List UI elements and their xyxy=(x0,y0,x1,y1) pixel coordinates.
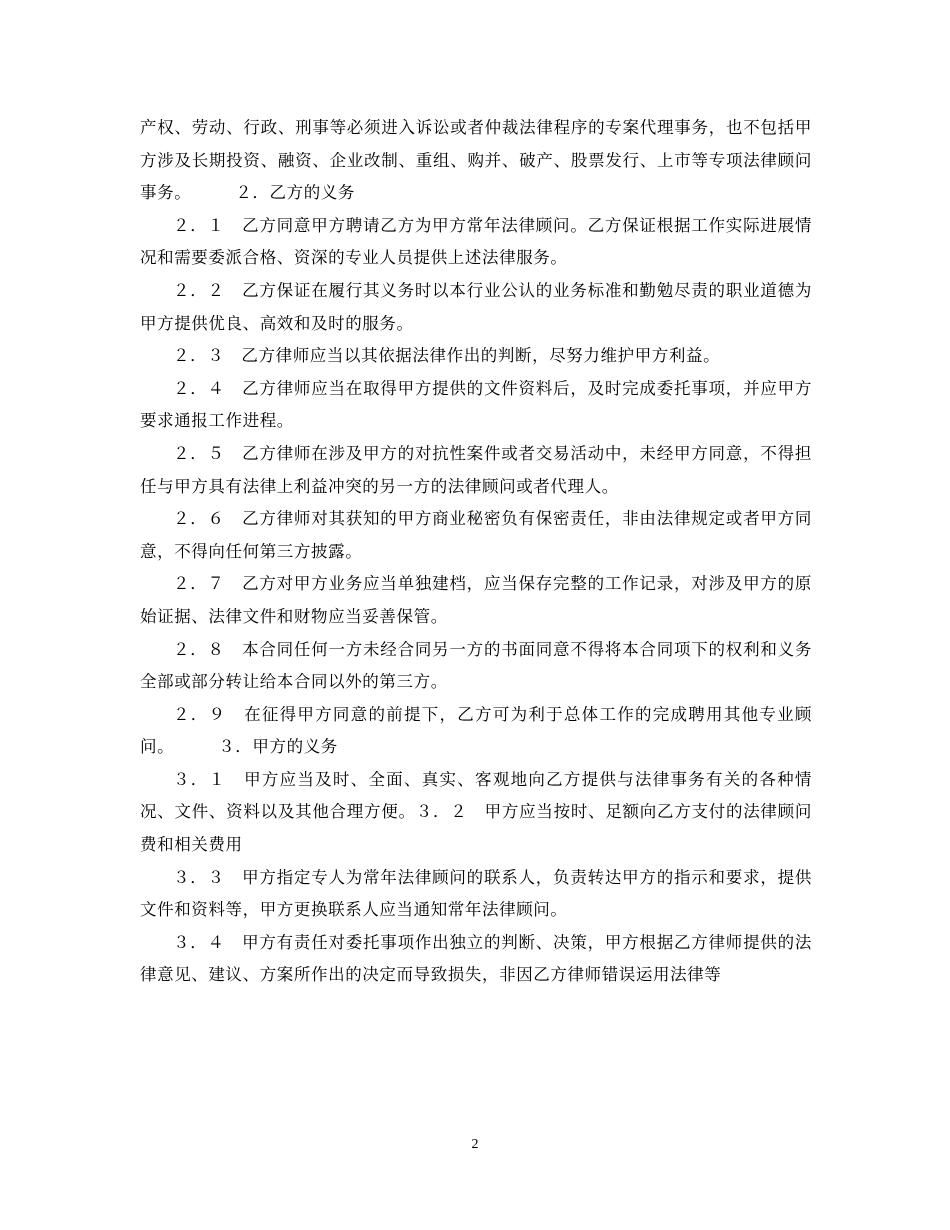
page-number: 2 xyxy=(471,1137,479,1152)
document-body xyxy=(140,112,812,992)
paragraph-text: ２．５ 乙方律师在涉及甲方的对抗性案件或者交易活动中，未经甲方同意，不得担任与甲方具有法律上利益冲突的另一方的法律顾问或者代理人。 xyxy=(140,443,812,496)
paragraph-text: ２．７ 乙方对甲方业务应当单独建档，应当保存完整的工作记录，对涉及甲方的原始证据、法律文件和财物应当妥善保管。 xyxy=(140,574,812,626)
clause-2-8 xyxy=(140,634,812,699)
paragraph-text: ３．１ 甲方应当及时、全面、真实、客观地向乙方提供与法律事务有关的各种情况、文件、资料以及其他合理方便。３．２ 甲方应当按时、足额向乙方支付的法律顾问费和相关费用 xyxy=(140,769,812,855)
paragraph-text: ３．３ 甲方指定专人为常年法律顾问的联系人，负责转达甲方的指示和要求，提供文件和资料等，甲方更换联系人应当通知常年法律顾问。 xyxy=(140,867,812,920)
paragraph-text: ３．４ 甲方有责任对委托事项作出独立的判断、决策，甲方根据乙方律师提供的法律意见、建议、方案所作出的决定而导致损失，非因乙方律师错误运用法律等 xyxy=(140,932,812,985)
paragraph-text: ２．１ 乙方同意甲方聘请乙方为甲方常年法律顾问。乙方保证根据工作实际进展情况和需要委派合格、资深的专业人员提供上述法律服务。 xyxy=(140,215,812,268)
paragraph-text: ２．４ 乙方律师应当在取得甲方提供的文件资料后，及时完成委托事项，并应甲方要求通报工作进程。 xyxy=(140,378,812,431)
clause-2-4 xyxy=(140,373,812,438)
paragraph-0 xyxy=(140,112,812,210)
clause-3-4 xyxy=(140,927,812,992)
clause-3-1 xyxy=(140,764,812,862)
clause-2-9 xyxy=(140,699,812,764)
clause-2-3 xyxy=(140,340,812,373)
paragraph-text: ２．８ 本合同任何一方未经合同另一方的书面同意不得将本合同项下的权利和义务全部或部分转让给本合同以外的第三方。 xyxy=(140,639,812,692)
clause-3-3 xyxy=(140,862,812,927)
paragraph-text: ２．３ 乙方律师应当以其依据法律作出的判断，尽努力维护甲方利益。 xyxy=(173,346,721,366)
paragraph-text: ２．６ 乙方律师对其获知的甲方商业秘密负有保密责任，非由法律规定或者甲方同意，不得向任何第三方披露。 xyxy=(140,509,812,561)
clause-2-7 xyxy=(140,568,812,633)
clause-2-5 xyxy=(140,438,812,503)
paragraph-text: ２．９ 在征得甲方同意的前提下，乙方可为利于总体工作的完成聘用其他专业顾问。 xyxy=(140,704,812,757)
section-heading-2: ２．乙方的义务 xyxy=(235,183,356,203)
paragraph-text: ２．２ 乙方保证在履行其义务时以本行业公认的业务标准和勤勉尽责的职业道德为甲方提供优良、高效和及时的服务。 xyxy=(140,280,812,333)
clause-2-6 xyxy=(140,503,812,568)
clause-2-1 xyxy=(140,210,812,275)
paragraph-text: 产权、劳动、行政、刑事等必须进入诉讼或者仲裁法律程序的专案代理事务，也不包括甲方涉及长期投资、融资、企业改制、重组、购并、破产、股票发行、上市等专项法律顾问事务。 xyxy=(140,118,812,203)
section-heading-3: ３．甲方的义务 xyxy=(218,737,338,757)
clause-2-2 xyxy=(140,275,812,340)
